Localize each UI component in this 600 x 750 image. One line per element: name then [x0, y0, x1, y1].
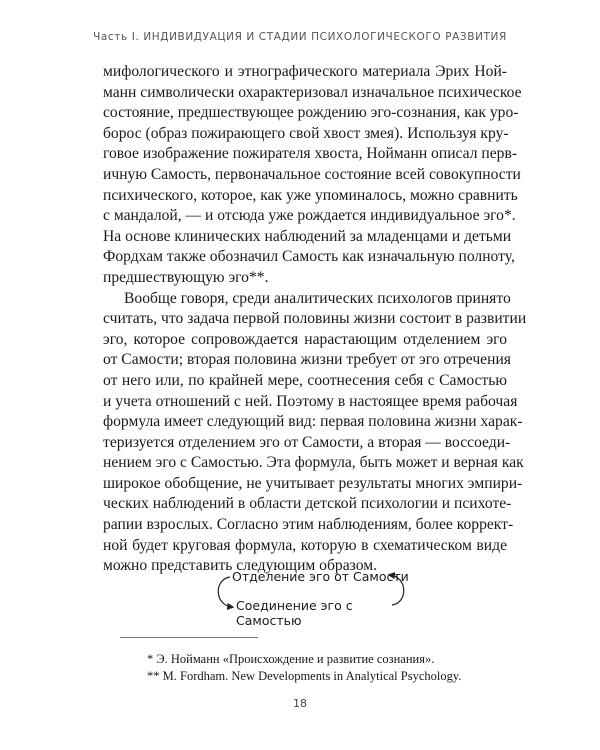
- text-line: от Самости; вторая половина жизни требует от эго отречения: [103, 351, 511, 369]
- text-line: Фордхам также обозначил Самость как изначальную полноту,: [103, 248, 515, 266]
- circular-formula-diagram: [210, 561, 410, 628]
- text-line: ной будет круговая формула, которую в схематическом виде: [103, 536, 507, 554]
- text-line: и учета отношений с ней. Поэтому в настоящее время рабочая: [103, 392, 518, 410]
- page-number: 18: [293, 697, 307, 710]
- text-line: На основе клинических наблюдений за младенцами и детьми: [103, 227, 512, 245]
- running-head: Часть I. ИНДИВИДУАЦИЯ И СТАДИИ ПСИХОЛОГИЧЕСКОГО РАЗВИТИЯ: [93, 31, 507, 43]
- text-line: психического, которое, как уже упоминалось, можно сравнить: [103, 186, 518, 204]
- footnote-1: * Э. Нойманн «Происхождение и развитие сознания».: [147, 652, 435, 666]
- text-line: Вообще говоря, среди аналитических психологов принято: [124, 289, 511, 307]
- text-line: предшествующую эго**.: [103, 268, 269, 286]
- left-arrow-curve: [218, 577, 232, 607]
- text-line: формула имеет следующий вид: первая половина жизни харак-: [103, 413, 523, 431]
- text-line: состояние, предшествующее рождению эго-сознания, как уро-: [103, 104, 519, 122]
- text-line: считать, что задача первой половины жизни состоит в развитии: [103, 310, 527, 328]
- text-line: мифологического и этнографического материала Эрих Ной-: [103, 63, 507, 80]
- paragraph-2: [103, 289, 527, 577]
- text-line: манн символически охарактеризовал изначальное психическое: [103, 83, 522, 101]
- text-line: говое изображение пожирателя хвоста, Нойманн описал перв-: [103, 145, 518, 163]
- paragraph-1: [103, 62, 522, 289]
- text-line: теризуется отделением эго от Самости, а вторая — воссоеди-: [103, 433, 511, 451]
- text-line: с мандалой, — и отсюда уже рождается индивидуальное эго*.: [103, 207, 516, 225]
- text-line: рапии взрослых. Согласно этим наблюдениям, более коррект-: [103, 516, 514, 534]
- body-text: [103, 62, 527, 577]
- footnote-2: ** M. Fordham. New Developments in Analytical Psychology.: [147, 669, 462, 683]
- text-line: эго, которое сопровождается нарастающим отделением эго: [103, 330, 507, 348]
- text-line: можно представить следующим образом.: [103, 557, 377, 575]
- text-line: борос (образ пожирающего свой хвост змея). Используя кру-: [103, 124, 509, 142]
- text-line: от него или, по крайней мере, соотнесения себя с Самостью: [103, 371, 507, 389]
- footnotes: [147, 651, 461, 685]
- reunion-label: Соединение эго с Самостью: [236, 598, 353, 628]
- text-line: ческих наблюдений в области детской психологии и психоте-: [103, 495, 512, 513]
- text-line: ичную Самость, первоначальное состояние всей совокупности: [103, 165, 521, 183]
- footnote-divider: [120, 637, 258, 638]
- text-line: нением эго с Самостью. Эта формула, быть может и верная как: [103, 454, 524, 472]
- separation-label: Отделение эго от Самости: [232, 569, 409, 584]
- text-line: широкое обобщение, не учитывает результаты многих эмпири-: [103, 474, 523, 492]
